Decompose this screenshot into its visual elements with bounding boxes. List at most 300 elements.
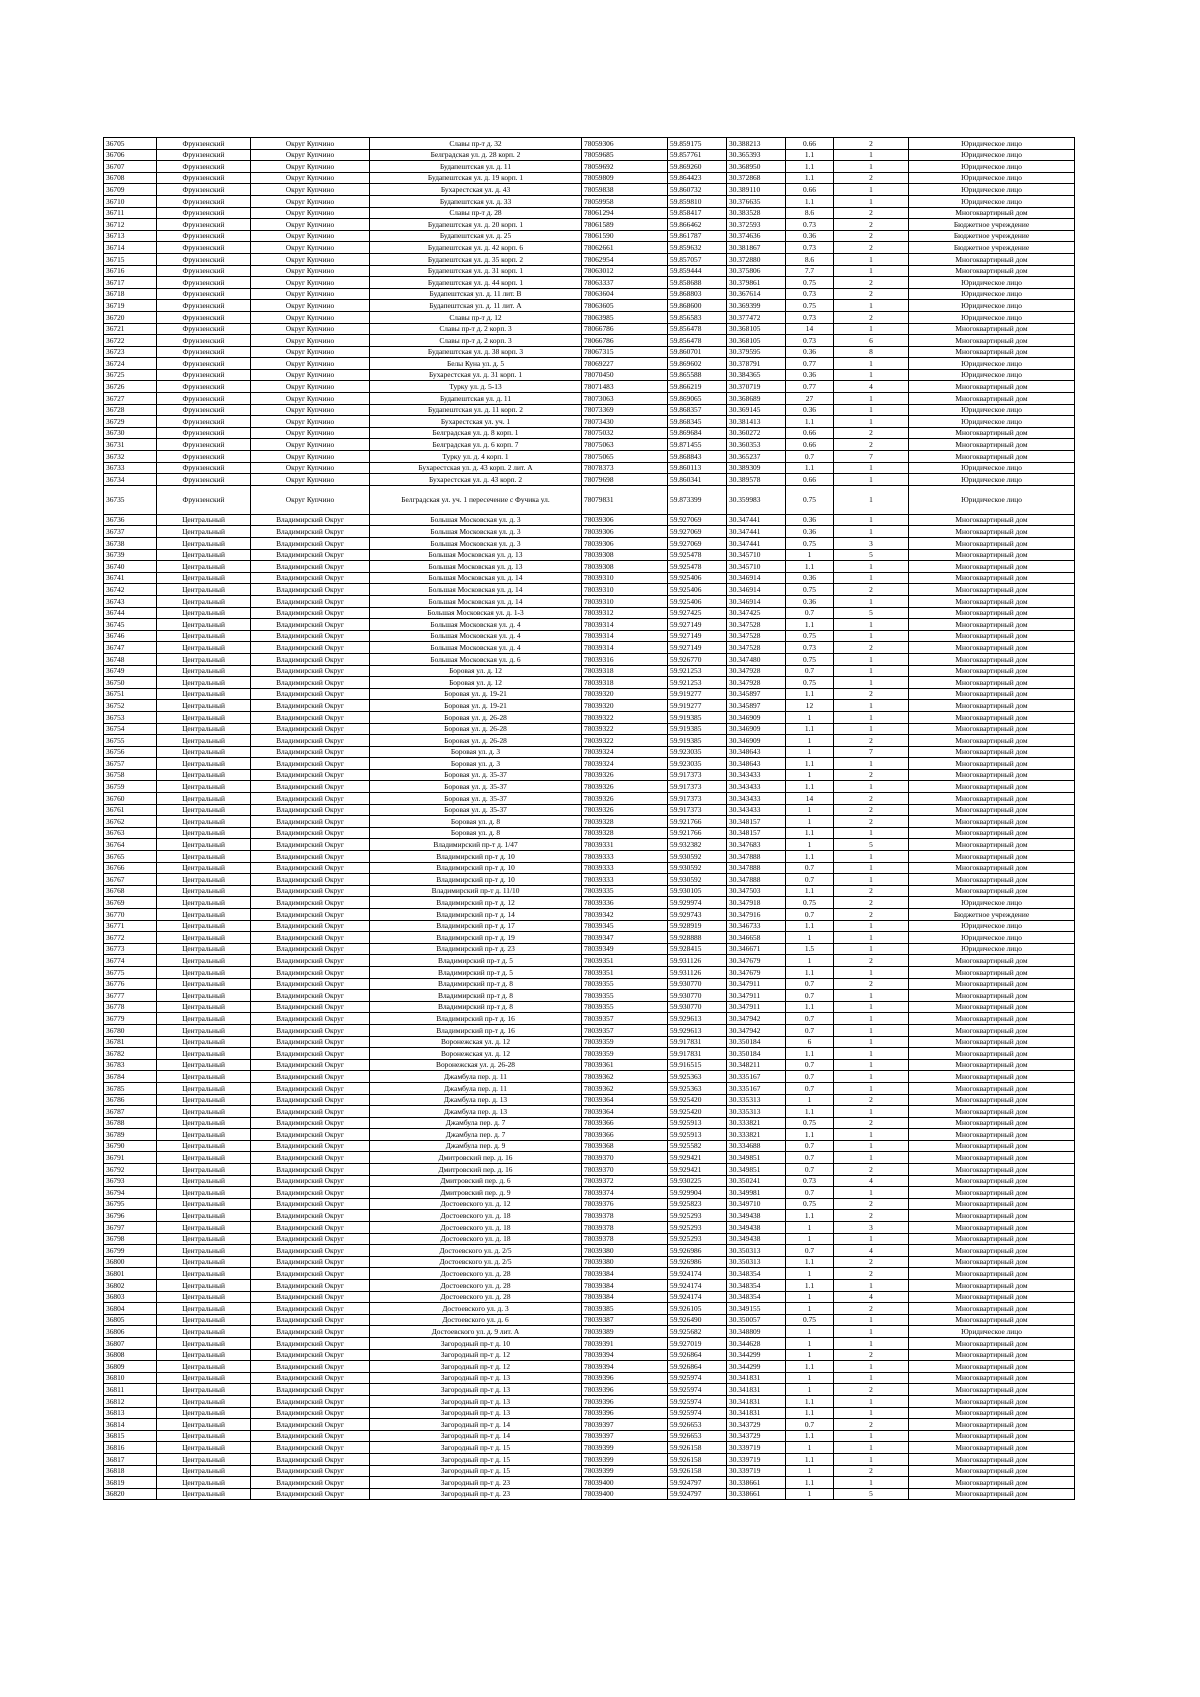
code-cell: 78039335	[582, 885, 668, 897]
row-id: 36764	[104, 839, 157, 851]
count-cell: 1	[834, 514, 909, 526]
address-cell: Большая Московская ул. д. 4	[370, 619, 582, 631]
row-id: 36706	[104, 149, 157, 161]
municipal-cell: Владимирский Округ	[251, 1280, 370, 1292]
owner-type-cell: Многоквартирный дом	[909, 735, 1075, 747]
longitude-cell: 30.349851	[727, 1164, 786, 1176]
owner-type-cell: Многоквартирный дом	[909, 816, 1075, 828]
district-cell: Центральный	[157, 642, 251, 654]
code-cell: 78039310	[582, 595, 668, 607]
volume-cell: 1.1	[786, 851, 834, 863]
count-cell: 2	[834, 172, 909, 184]
district-cell: Центральный	[157, 1187, 251, 1199]
district-cell: Центральный	[157, 1082, 251, 1094]
volume-cell: 1.1	[786, 149, 834, 161]
address-cell: Большая Московская ул. д. 3	[370, 538, 582, 550]
count-cell: 2	[834, 230, 909, 242]
municipal-cell: Владимирский Округ	[251, 711, 370, 723]
volume-cell: 1.1	[786, 1430, 834, 1442]
volume-cell: 0.75	[786, 1198, 834, 1210]
table-row	[104, 769, 1075, 781]
count-cell: 2	[834, 311, 909, 323]
district-cell: Центральный	[157, 1152, 251, 1164]
latitude-cell: 59.873399	[668, 485, 727, 514]
row-id: 36780	[104, 1024, 157, 1036]
owner-type-cell: Многоквартирный дом	[909, 1314, 1075, 1326]
table-row	[104, 1291, 1075, 1303]
address-cell: Славы пр-т д. 12	[370, 311, 582, 323]
municipal-cell: Владимирский Округ	[251, 827, 370, 839]
row-id: 36802	[104, 1280, 157, 1292]
volume-cell: 0.36	[786, 595, 834, 607]
longitude-cell: 30.348643	[727, 746, 786, 758]
code-cell: 78059958	[582, 195, 668, 207]
district-cell: Центральный	[157, 874, 251, 886]
owner-type-cell: Юридическое лицо	[909, 358, 1075, 370]
row-id: 36813	[104, 1407, 157, 1419]
row-id: 36751	[104, 688, 157, 700]
address-cell: Дмитровский пер. д. 16	[370, 1164, 582, 1176]
address-cell: Владимирский пр-т д. 19	[370, 932, 582, 944]
table-row	[104, 874, 1075, 886]
address-cell: Будапештская ул. д. 11 лит. А	[370, 300, 582, 312]
address-cell: Владимирский пр-т д. 10	[370, 851, 582, 863]
address-cell: Боровая ул. д. 35-37	[370, 781, 582, 793]
row-id: 36767	[104, 874, 157, 886]
owner-type-cell: Многоквартирный дом	[909, 827, 1075, 839]
count-cell: 2	[834, 642, 909, 654]
table-row	[104, 932, 1075, 944]
owner-type-cell: Многоквартирный дом	[909, 630, 1075, 642]
longitude-cell: 30.343729	[727, 1419, 786, 1431]
row-id: 36789	[104, 1129, 157, 1141]
count-cell: 1	[834, 1442, 909, 1454]
owner-type-cell: Юридическое лицо	[909, 416, 1075, 428]
municipal-cell: Владимирский Округ	[251, 1175, 370, 1187]
count-cell: 1	[834, 874, 909, 886]
volume-cell: 7.7	[786, 265, 834, 277]
address-cell: Достоевского ул. д. 9 лит. А	[370, 1326, 582, 1338]
municipal-cell: Владимирский Округ	[251, 1372, 370, 1384]
address-cell: Владимирский пр-т д. 17	[370, 920, 582, 932]
latitude-cell: 59.925913	[668, 1129, 727, 1141]
row-id: 36815	[104, 1430, 157, 1442]
table-row	[104, 1245, 1075, 1257]
latitude-cell: 59.928919	[668, 920, 727, 932]
latitude-cell: 59.924174	[668, 1280, 727, 1292]
longitude-cell: 30.347441	[727, 514, 786, 526]
longitude-cell: 30.388213	[727, 138, 786, 150]
municipal-cell: Округ Купчино	[251, 404, 370, 416]
longitude-cell: 30.350313	[727, 1245, 786, 1257]
latitude-cell: 59.929743	[668, 909, 727, 921]
district-cell: Центральный	[157, 630, 251, 642]
latitude-cell: 59.924174	[668, 1268, 727, 1280]
municipal-cell: Владимирский Округ	[251, 1361, 370, 1373]
latitude-cell: 59.926653	[668, 1430, 727, 1442]
owner-type-cell: Многоквартирный дом	[909, 862, 1075, 874]
volume-cell: 14	[786, 323, 834, 335]
longitude-cell: 30.378791	[727, 358, 786, 370]
address-cell: Будапештская ул. д. 11	[370, 393, 582, 405]
code-cell: 78039351	[582, 966, 668, 978]
latitude-cell: 59.929613	[668, 1024, 727, 1036]
table-row	[104, 346, 1075, 358]
longitude-cell: 30.374636	[727, 230, 786, 242]
district-cell: Центральный	[157, 723, 251, 735]
row-id: 36757	[104, 758, 157, 770]
municipal-cell: Владимирский Округ	[251, 1048, 370, 1060]
owner-type-cell: Многоквартирный дом	[909, 607, 1075, 619]
latitude-cell: 59.926986	[668, 1245, 727, 1257]
owner-type-cell: Юридическое лицо	[909, 288, 1075, 300]
volume-cell: 1	[786, 1233, 834, 1245]
code-cell: 78039310	[582, 572, 668, 584]
address-cell: Джамбула пер. д. 11	[370, 1071, 582, 1083]
volume-cell: 0.75	[786, 630, 834, 642]
address-cell: Достоевского ул. д. 2/5	[370, 1256, 582, 1268]
municipal-cell: Владимирский Округ	[251, 1082, 370, 1094]
volume-cell: 1	[786, 839, 834, 851]
municipal-cell: Владимирский Округ	[251, 862, 370, 874]
row-id: 36750	[104, 677, 157, 689]
count-cell: 1	[834, 943, 909, 955]
district-cell: Центральный	[157, 1465, 251, 1477]
code-cell: 78067315	[582, 346, 668, 358]
table-row	[104, 1419, 1075, 1431]
table-row	[104, 595, 1075, 607]
latitude-cell: 59.916515	[668, 1059, 727, 1071]
owner-type-cell: Многоквартирный дом	[909, 1094, 1075, 1106]
municipal-cell: Владимирский Округ	[251, 619, 370, 631]
volume-cell: 0.75	[786, 300, 834, 312]
code-cell: 78039366	[582, 1117, 668, 1129]
count-cell: 1	[834, 1395, 909, 1407]
code-cell: 78039394	[582, 1361, 668, 1373]
count-cell: 1	[834, 700, 909, 712]
longitude-cell: 30.346909	[727, 723, 786, 735]
owner-type-cell: Многоквартирный дом	[909, 1430, 1075, 1442]
longitude-cell: 30.368689	[727, 393, 786, 405]
count-cell: 2	[834, 897, 909, 909]
longitude-cell: 30.349438	[727, 1233, 786, 1245]
owner-type-cell: Многоквартирный дом	[909, 1349, 1075, 1361]
district-cell: Центральный	[157, 584, 251, 596]
count-cell: 7	[834, 746, 909, 758]
district-cell: Фрунзенский	[157, 219, 251, 231]
volume-cell: 1.1	[786, 966, 834, 978]
district-cell: Центральный	[157, 1349, 251, 1361]
code-cell: 78039322	[582, 723, 668, 735]
owner-type-cell: Многоквартирный дом	[909, 1129, 1075, 1141]
district-cell: Центральный	[157, 1001, 251, 1013]
volume-cell: 0.7	[786, 1024, 834, 1036]
address-cell: Будапештская ул. д. 11 лит. В	[370, 288, 582, 300]
latitude-cell: 59.865588	[668, 369, 727, 381]
latitude-cell: 59.866462	[668, 219, 727, 231]
volume-cell: 1	[786, 769, 834, 781]
code-cell: 78039359	[582, 1036, 668, 1048]
code-cell: 78039314	[582, 642, 668, 654]
count-cell: 2	[834, 688, 909, 700]
district-cell: Центральный	[157, 851, 251, 863]
address-cell: Владимирский пр-т д. 1/47	[370, 839, 582, 851]
owner-type-cell: Многоквартирный дом	[909, 677, 1075, 689]
table-row	[104, 242, 1075, 254]
volume-cell: 0.7	[786, 607, 834, 619]
count-cell: 1	[834, 862, 909, 874]
owner-type-cell: Юридическое лицо	[909, 149, 1075, 161]
code-cell: 78039320	[582, 688, 668, 700]
latitude-cell: 59.868600	[668, 300, 727, 312]
municipal-cell: Владимирский Округ	[251, 1291, 370, 1303]
longitude-cell: 30.343729	[727, 1430, 786, 1442]
longitude-cell: 30.347888	[727, 851, 786, 863]
address-cell: Белградская ул. д. 28 корп. 2	[370, 149, 582, 161]
code-cell: 78039384	[582, 1268, 668, 1280]
owner-type-cell: Многоквартирный дом	[909, 874, 1075, 886]
district-cell: Фрунзенский	[157, 358, 251, 370]
row-id: 36711	[104, 207, 157, 219]
district-cell: Центральный	[157, 735, 251, 747]
row-id: 36796	[104, 1210, 157, 1222]
row-id: 36784	[104, 1071, 157, 1083]
code-cell: 78073369	[582, 404, 668, 416]
volume-cell: 0.7	[786, 1013, 834, 1025]
owner-type-cell: Многоквартирный дом	[909, 711, 1075, 723]
address-cell: Воронежская ул. д. 12	[370, 1048, 582, 1060]
row-id: 36748	[104, 653, 157, 665]
owner-type-cell: Многоквартирный дом	[909, 595, 1075, 607]
municipal-cell: Владимирский Округ	[251, 723, 370, 735]
address-cell: Загородный пр-т д. 10	[370, 1337, 582, 1349]
latitude-cell: 59.921253	[668, 677, 727, 689]
municipal-cell: Округ Купчино	[251, 311, 370, 323]
address-cell: Большая Московская ул. д. 4	[370, 630, 582, 642]
municipal-cell: Округ Купчино	[251, 300, 370, 312]
code-cell: 78039326	[582, 793, 668, 805]
volume-cell: 1	[786, 1303, 834, 1315]
longitude-cell: 30.383528	[727, 207, 786, 219]
municipal-cell: Владимирский Округ	[251, 1488, 370, 1500]
code-cell: 78039355	[582, 990, 668, 1002]
longitude-cell: 30.381413	[727, 416, 786, 428]
count-cell: 1	[834, 1059, 909, 1071]
district-cell: Центральный	[157, 1384, 251, 1396]
table-row	[104, 804, 1075, 816]
code-cell: 78039333	[582, 862, 668, 874]
municipal-cell: Владимирский Округ	[251, 1384, 370, 1396]
latitude-cell: 59.925974	[668, 1407, 727, 1419]
owner-type-cell: Многоквартирный дом	[909, 619, 1075, 631]
volume-cell: 1.1	[786, 1477, 834, 1489]
address-cell: Боровая ул. д. 8	[370, 827, 582, 839]
district-cell: Центральный	[157, 769, 251, 781]
owner-type-cell: Многоквартирный дом	[909, 1106, 1075, 1118]
longitude-cell: 30.344299	[727, 1349, 786, 1361]
table-row	[104, 758, 1075, 770]
municipal-cell: Владимирский Округ	[251, 653, 370, 665]
latitude-cell: 59.929421	[668, 1152, 727, 1164]
longitude-cell: 30.349438	[727, 1222, 786, 1234]
longitude-cell: 30.345710	[727, 549, 786, 561]
owner-type-cell: Многоквартирный дом	[909, 1233, 1075, 1245]
table-row	[104, 1314, 1075, 1326]
code-cell: 78039374	[582, 1187, 668, 1199]
latitude-cell: 59.926986	[668, 1256, 727, 1268]
address-cell: Большая Московская ул. д. 14	[370, 572, 582, 584]
count-cell: 1	[834, 595, 909, 607]
latitude-cell: 59.929613	[668, 1013, 727, 1025]
volume-cell: 1.1	[786, 723, 834, 735]
volume-cell: 0.75	[786, 653, 834, 665]
address-cell: Большая Московская ул. д. 13	[370, 561, 582, 573]
district-cell: Центральный	[157, 1407, 251, 1419]
district-cell: Фрунзенский	[157, 172, 251, 184]
district-cell: Центральный	[157, 1140, 251, 1152]
latitude-cell: 59.925293	[668, 1233, 727, 1245]
municipal-cell: Владимирский Округ	[251, 700, 370, 712]
latitude-cell: 59.859175	[668, 138, 727, 150]
owner-type-cell: Многоквартирный дом	[909, 1453, 1075, 1465]
district-cell: Фрунзенский	[157, 439, 251, 451]
address-cell: Турку ул. д. 5-13	[370, 381, 582, 393]
address-cell: Дмитровский пер. д. 6	[370, 1175, 582, 1187]
table-row	[104, 172, 1075, 184]
row-id: 36723	[104, 346, 157, 358]
district-cell: Центральный	[157, 966, 251, 978]
table-row	[104, 816, 1075, 828]
municipal-cell: Округ Купчино	[251, 184, 370, 196]
owner-type-cell: Многоквартирный дом	[909, 514, 1075, 526]
municipal-cell: Владимирский Округ	[251, 1303, 370, 1315]
table-row	[104, 1024, 1075, 1036]
table-row	[104, 358, 1075, 370]
row-id: 36792	[104, 1164, 157, 1176]
longitude-cell: 30.346909	[727, 735, 786, 747]
table-row	[104, 538, 1075, 550]
volume-cell: 1	[786, 804, 834, 816]
count-cell: 2	[834, 427, 909, 439]
municipal-cell: Владимирский Округ	[251, 1117, 370, 1129]
municipal-cell: Владимирский Округ	[251, 1164, 370, 1176]
owner-type-cell: Многоквартирный дом	[909, 1140, 1075, 1152]
address-cell: Бухарестская ул. д. 43	[370, 184, 582, 196]
table-row	[104, 1256, 1075, 1268]
count-cell: 1	[834, 723, 909, 735]
latitude-cell: 59.926864	[668, 1361, 727, 1373]
code-cell: 78066786	[582, 323, 668, 335]
owner-type-cell: Многоквартирный дом	[909, 978, 1075, 990]
longitude-cell: 30.341831	[727, 1372, 786, 1384]
volume-cell: 0.7	[786, 1071, 834, 1083]
address-cell: Воронежская ул. д. 26-28	[370, 1059, 582, 1071]
row-id: 36766	[104, 862, 157, 874]
code-cell: 78039306	[582, 526, 668, 538]
municipal-cell: Владимирский Округ	[251, 1407, 370, 1419]
count-cell: 2	[834, 1210, 909, 1222]
owner-type-cell: Многоквартирный дом	[909, 1175, 1075, 1187]
code-cell: 78039399	[582, 1442, 668, 1454]
longitude-cell: 30.381867	[727, 242, 786, 254]
owner-type-cell: Юридическое лицо	[909, 172, 1075, 184]
latitude-cell: 59.921766	[668, 827, 727, 839]
table-row	[104, 793, 1075, 805]
count-cell: 1	[834, 1106, 909, 1118]
district-cell: Фрунзенский	[157, 381, 251, 393]
longitude-cell: 30.359983	[727, 485, 786, 514]
table-row	[104, 265, 1075, 277]
address-cell: Турку ул. д. 4 корп. 1	[370, 451, 582, 463]
address-cell: Владимирский пр-т д. 23	[370, 943, 582, 955]
district-cell: Фрунзенский	[157, 323, 251, 335]
district-cell: Центральный	[157, 561, 251, 573]
owner-type-cell: Многоквартирный дом	[909, 955, 1075, 967]
table-row	[104, 451, 1075, 463]
municipal-cell: Владимирский Округ	[251, 897, 370, 909]
volume-cell: 8.6	[786, 253, 834, 265]
latitude-cell: 59.927149	[668, 642, 727, 654]
address-cell: Большая Московская ул. д. 1-3	[370, 607, 582, 619]
volume-cell: 14	[786, 793, 834, 805]
municipal-cell: Владимирский Округ	[251, 1001, 370, 1013]
longitude-cell: 30.339719	[727, 1465, 786, 1477]
code-cell: 78039400	[582, 1477, 668, 1489]
volume-cell: 1	[786, 1337, 834, 1349]
longitude-cell: 30.344299	[727, 1361, 786, 1373]
address-cell: Владимирский пр-т д. 16	[370, 1024, 582, 1036]
longitude-cell: 30.350184	[727, 1048, 786, 1060]
owner-type-cell: Многоквартирный дом	[909, 265, 1075, 277]
latitude-cell: 59.930592	[668, 874, 727, 886]
volume-cell: 0.73	[786, 1175, 834, 1187]
longitude-cell: 30.379595	[727, 346, 786, 358]
district-cell: Центральный	[157, 572, 251, 584]
count-cell: 1	[834, 1361, 909, 1373]
code-cell: 78069227	[582, 358, 668, 370]
latitude-cell: 59.856478	[668, 335, 727, 347]
address-cell: Владимирский пр-т д. 14	[370, 909, 582, 921]
volume-cell: 0.75	[786, 1314, 834, 1326]
table-row	[104, 1106, 1075, 1118]
code-cell: 78070450	[582, 369, 668, 381]
owner-type-cell: Многоквартирный дом	[909, 1256, 1075, 1268]
latitude-cell: 59.925293	[668, 1222, 727, 1234]
owner-type-cell: Многоквартирный дом	[909, 1024, 1075, 1036]
data-table	[103, 137, 1075, 1500]
district-cell: Фрунзенский	[157, 207, 251, 219]
longitude-cell: 30.346671	[727, 943, 786, 955]
code-cell: 78079698	[582, 474, 668, 486]
code-cell: 78063012	[582, 265, 668, 277]
district-cell: Фрунзенский	[157, 253, 251, 265]
latitude-cell: 59.919385	[668, 723, 727, 735]
latitude-cell: 59.925582	[668, 1140, 727, 1152]
district-cell: Фрунзенский	[157, 138, 251, 150]
owner-type-cell: Многоквартирный дом	[909, 346, 1075, 358]
count-cell: 1	[834, 561, 909, 573]
district-cell: Фрунзенский	[157, 149, 251, 161]
address-cell: Джамбула пер. д. 7	[370, 1117, 582, 1129]
district-cell: Центральный	[157, 839, 251, 851]
volume-cell: 0.7	[786, 665, 834, 677]
count-cell: 3	[834, 538, 909, 550]
longitude-cell: 30.347425	[727, 607, 786, 619]
row-id: 36756	[104, 746, 157, 758]
district-cell: Фрунзенский	[157, 335, 251, 347]
count-cell: 1	[834, 485, 909, 514]
address-cell: Большая Московская ул. д. 14	[370, 584, 582, 596]
